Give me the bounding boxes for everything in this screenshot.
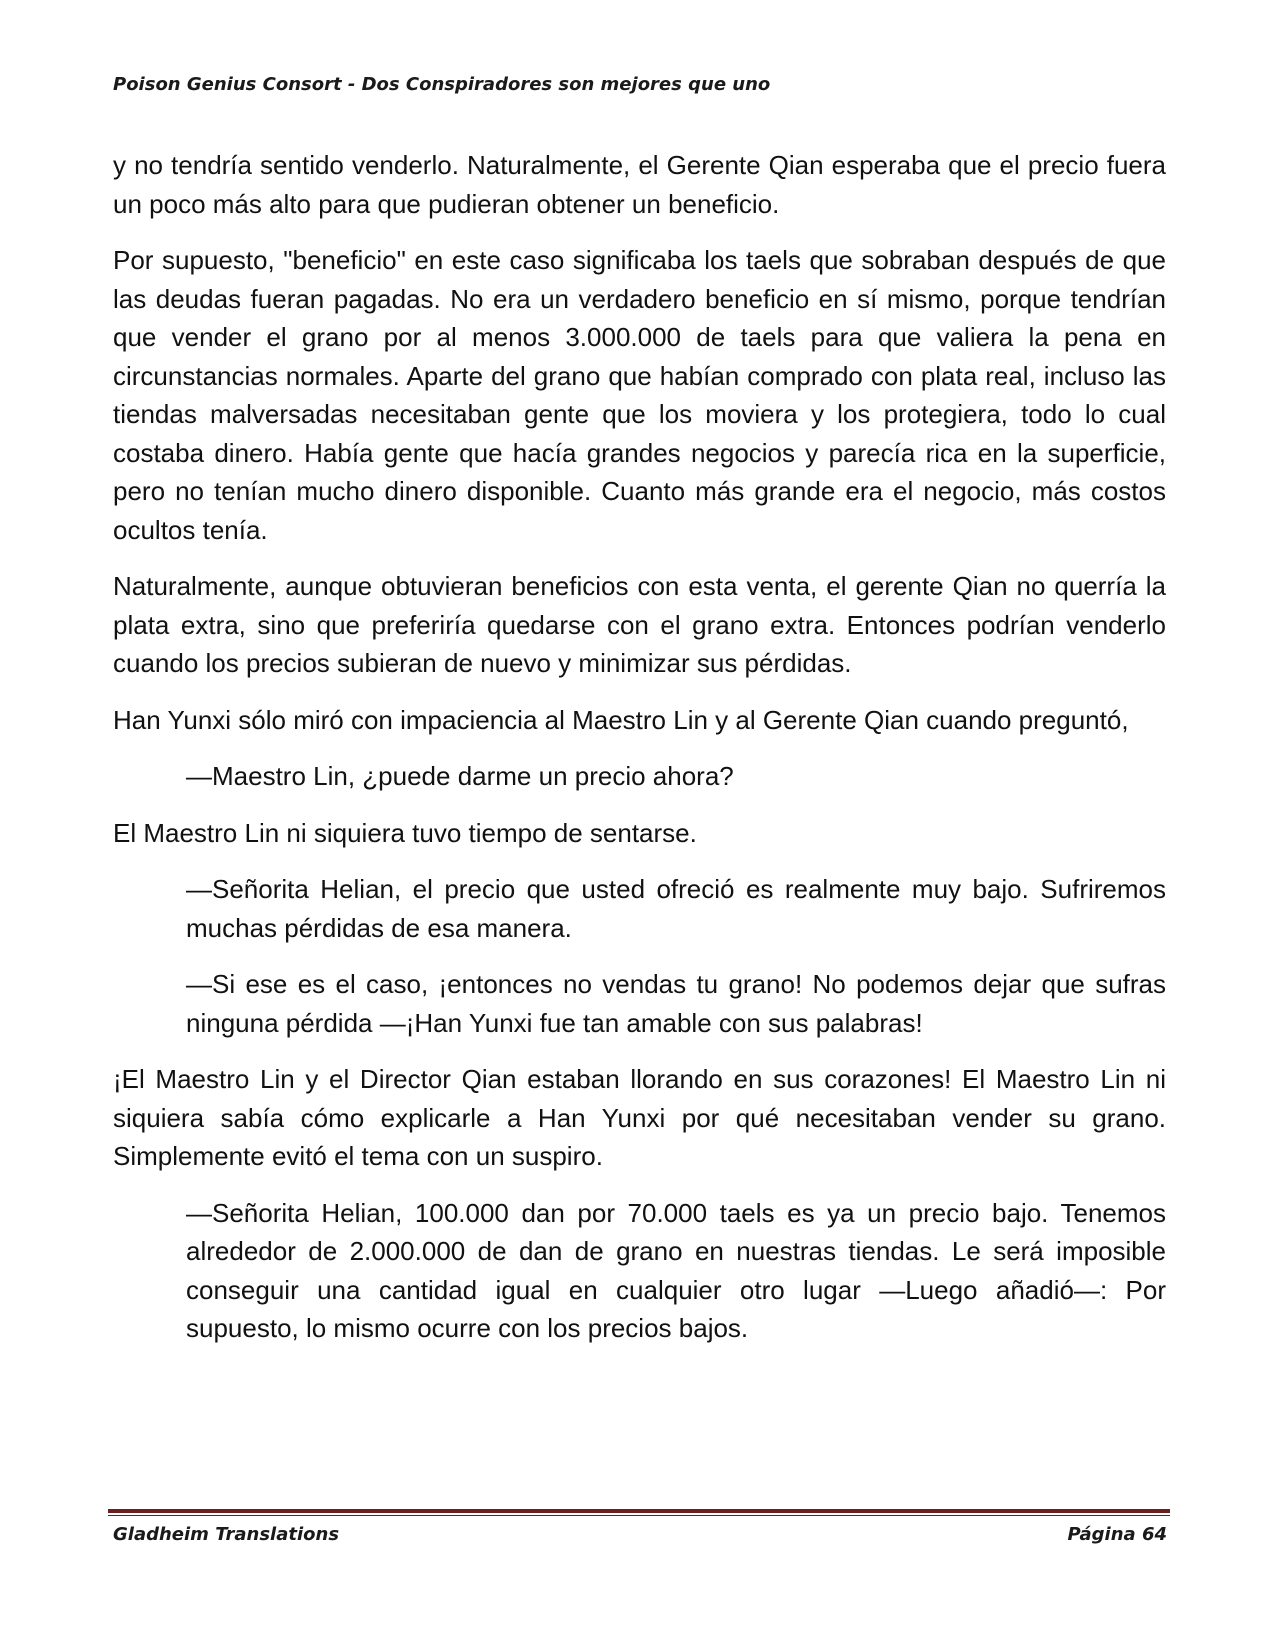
page-number: Página 64 <box>1067 1524 1167 1545</box>
paragraph-4: Han Yunxi sólo miró con impaciencia al Maestro Lin y al Gerente Qian cuando preguntó, <box>113 704 1129 735</box>
paragraph-2: Por supuesto, "beneficio" en este caso significaba los taels que sobraban después de que las deudas fueran pagadas. No era un verdadero beneficio en sí mismo, porque tendrían que vender el grano por al menos 3.000.000 de taels para que valiera la pena en circunstancias normales. Aparte del grano que habían comprado con plata real, incluso las tiendas malversadas necesitaban gente que los moviera y los protegiera, todo lo cual costaba dinero. Había gente que hacía grandes negocios y parecía rica en la superficie, pero no tenían mucho dinero disponible. Cuanto más grande era el negocio, más costos ocultos tenía. <box>113 245 1166 545</box>
footer-credit: Gladheim Translations <box>113 1524 340 1545</box>
dialogue-2: —Señorita Helian, el precio que usted ofreció es realmente muy bajo. Sufriremos muchas pérdidas de esa manera. <box>186 874 1166 943</box>
paragraph-1: y no tendría sentido venderlo. Naturalmente, el Gerente Qian esperaba que el precio fuera un poco más alto para que pudieran obtener un beneficio. <box>113 150 1166 219</box>
paragraph-6: ¡El Maestro Lin y el Director Qian estaban llorando en sus corazones! El Maestro Lin ni siquiera sabía cómo explicarle a Han Yunxi por qué necesitaban vender su grano. Simplemente evitó el tema con un suspiro. <box>113 1064 1166 1171</box>
document-body <box>113 146 1166 1366</box>
dialogue-3: —Si ese es el caso, ¡entonces no vendas tu grano! No podemos dejar que sufras ninguna pérdida —¡Han Yunxi fue tan amable con sus palabras! <box>186 969 1166 1038</box>
header-title: Poison Genius Consort - Dos Conspiradores son mejores que uno <box>113 74 771 95</box>
dialogue-1: —Maestro Lin, ¿puede darme un precio ahora? <box>186 761 734 791</box>
footer-divider-thin <box>108 1515 1170 1516</box>
footer-divider <box>108 1509 1170 1516</box>
paragraph-5: El Maestro Lin ni siquiera tuvo tiempo de sentarse. <box>113 817 697 848</box>
dialogue-4: —Señorita Helian, 100.000 dan por 70.000 taels es ya un precio bajo. Tenemos alrededor de 2.000.000 de dan de grano en nuestras tiendas. Le será imposible conseguir una cantidad igual en cualquier otro lugar —Luego añadió—: Por supuesto, lo mismo ocurre con los precios bajos. <box>186 1197 1166 1343</box>
paragraph-3: Naturalmente, aunque obtuvieran beneficios con esta venta, el gerente Qian no querría la plata extra, sino que preferiría quedarse con el grano extra. Entonces podrían venderlo cuando los precios subieran de nuevo y minimizar sus pérdidas. <box>113 571 1166 678</box>
footer-divider-thick <box>108 1509 1170 1513</box>
